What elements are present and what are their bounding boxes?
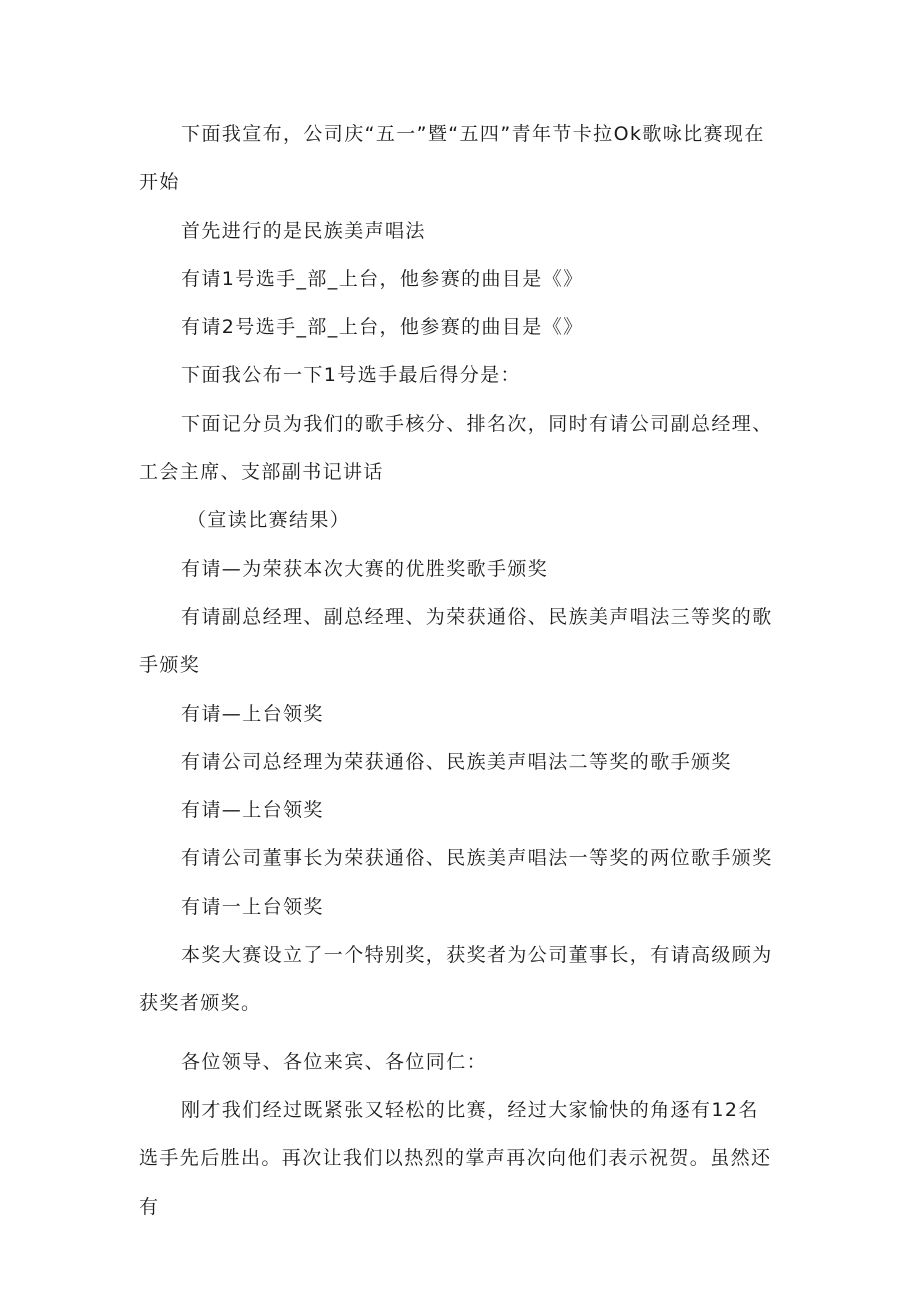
paragraph-receive-award-3: 有请一上台领奖 [181,895,324,918]
paragraph-spacer [139,1028,779,1038]
paragraph-receive-award-1: 有请—上台领奖 [181,702,324,725]
paragraph-contestant-2: 有请2号选手_部_上台，他参赛的曲目是《》 [181,316,584,339]
paragraph-third-prize: 有请副总经理、副总经理、为荣获通俗、民族美声唱法三等奖的歌手颁奖 [139,605,773,677]
paragraph-excellence-award: 有请—为荣获本次大赛的优胜奖歌手颁奖 [181,557,549,580]
paragraph-contestant-1: 有请1号选手_部_上台，他参赛的曲目是《》 [181,267,584,290]
paragraph-second-prize: 有请公司总经理为荣获通俗、民族美声唱法二等奖的歌手颁奖 [181,750,732,773]
paragraph-scoring-and-speech: 下面记分员为我们的歌手核分、排名次，同时有请公司副总经理、工会主席、支部副书记讲话 [139,412,773,484]
paragraph-opening-announcement: 下面我宣布，公司庆“五一”暨“五四”青年节卡拉Ok歌咏比赛现在开始 [139,123,765,194]
paragraph-closing-remarks: 刚才我们经过既紧张又轻松的比赛，经过大家愉快的角逐有12名选手先后胜出。再次让我们以热烈的掌声再次向他们表示祝贺。虽然还有 [139,1098,772,1218]
paragraph-greeting: 各位领导、各位来宾、各位同仁： [181,1050,488,1073]
document-body [139,110,779,1231]
paragraph-score-announcement: 下面我公布一下1号选手最后得分是： [181,364,521,387]
paragraph-special-award: 本奖大赛设立了一个特别奖，获奖者为公司董事长，有请高级顾为获奖者颁奖。 [139,944,773,1015]
paragraph-receive-award-2: 有请—上台领奖 [181,799,324,822]
paragraph-first-category: 首先进行的是民族美声唱法 [181,219,426,242]
paragraph-read-results: （宣读比赛结果） [187,509,351,532]
paragraph-first-prize: 有请公司董事长为荣获通俗、民族美声唱法一等奖的两位歌手颁奖 [181,847,773,870]
